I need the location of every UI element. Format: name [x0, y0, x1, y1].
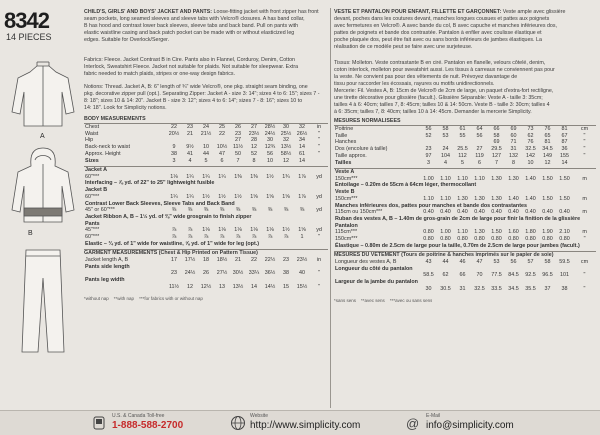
table-row: Jacket length A, B 17 17½ 18 18½ 21 22 22½ 23 23½ in — [85, 257, 322, 263]
toll-free-label: U.S. & Canada Toll-free — [112, 413, 165, 419]
table-row: 150cm*** 1.00 1.10 1.10 1.10 1.30 1.30 1.40 1.50 1.50 m — [335, 175, 587, 182]
sketch-label-a: A — [40, 133, 45, 140]
table-row: 30 30.5 31 32.5 33.5 34.5 35.5 37 38 " — [425, 285, 586, 292]
table-row: Approx. Height 38 41 44 47 50 52 56 58½ 61 " — [85, 150, 320, 157]
fr-notions: Mercerie: Fil. Vestes A, B: 15cm de Velcro® de 2cm de large, un paquet d'extra-fort rectiligne, une tirette décorative pour glissière (facult.). Glissière Séparable: Veste A - taille 3: 35cm; tailles 4 à 6: 40cm; tailles 7, 8: 45cm; tailles 10 & 14: 50cm. Veste B - taille 3: 30cm; tailles 4 à 6: 35cm; tailles 7, 8: 40cm; tailles 10 à 14: 45cm. Demander la mercerie Simplicity. — [334, 88, 554, 115]
table-row: Longueur des vestes A, B 43 44 46 47 53 56 57 58 59.5 cm — [335, 259, 589, 265]
table-row: Ruban des vestes A, B – 1.40m de gros-grain de 2cm de large pour finir la finition de la glissière — [335, 215, 581, 222]
table-row: Veste B — [335, 189, 355, 196]
table-row: 23 24½ 26 27½ 30½ 33¼ 36½ 38 40 " — [171, 270, 320, 277]
website-link[interactable]: http://www.simplicity.com — [250, 420, 361, 431]
en-footnotes: *without nap **with nap ***for fabrics with or without nap — [84, 296, 203, 301]
fr-yardage-table — [334, 169, 596, 249]
table-row: Élastique – 0.80m de 2.5cm de large pour la taille, 0.70m de 2.5cm de large pour jambes (facult.) — [335, 242, 580, 249]
fr-body-measurements-title: MESURES NORMALISÉES — [334, 118, 401, 124]
table-row: Back-neck to waist 9 9½ 10 10½ 11½ 12 12¾ 13½ 14 " — [85, 144, 320, 151]
fr-body-measurements-table — [334, 126, 596, 166]
fr-fabrics: Tissus: Molleton. Veste contrastante B en ciré. Pantalon en flanelle, velours côtelé, denim, coton interlock, molleton pour sweatshirt aussi. Les tissus à carreaux ne conviennent pas pour la veste. Ne convient pas pour des vêtements de nuit. Prévoyez davantage de tissu pour raccorder les écossais, rayures ou motifs unidirectionnels. — [334, 60, 555, 87]
table-row: Jacket Ribbon A, B – 1½ yd. of ⅜" wide grosgrain to finish zipper — [85, 213, 252, 220]
fr-garment-title: MESURES DU VÊTEMENT (Tours de poitrine & hanches imprimés sur le papier de soie) — [334, 252, 554, 258]
table-row: 60"*** ⅞ ⅞ ⅞ ⅞ ⅞ ⅞ ⅞ ⅞ 1 " — [85, 234, 320, 241]
pants-sketch — [22, 250, 64, 352]
table-row: Waist 20½ 21 21½ 22 23 23½ 24½ 25½ 26½ " — [85, 130, 320, 137]
email-link[interactable]: info@simplicity.com — [426, 420, 514, 431]
table-row: Jacket A — [85, 167, 107, 173]
fr-title: VESTE ET PANTALON POUR ENFANT, FILLETTE ET GARÇONNET: — [334, 9, 502, 15]
garment-sketches — [4, 60, 82, 390]
table-row: Interfacing – ⅞ yd. of 22" to 25" lightweight fusible — [85, 180, 215, 187]
en-description: CHILD'S, GIRLS' AND BOYS' JACKET AND PANTS: Loose-fitting jacket with front zipper has front seam pockets, long seamed sleeves and sleeve tabs with Velcro® closures. A has band collar, B has hood and contrast lower back sleeves, sleeve tabs and back band. Pull on pants with elastic waistline casing and back patch pocket can be made with or without elasticized leg edges. Suitable for Overlock/Serger. — [84, 9, 319, 43]
piece-count: 14 PIECES — [6, 32, 52, 42]
table-row: Chest 22 23 24 25 26 27 28½ 30 32 in — [85, 124, 322, 130]
table-row: Hip 27 28 30 32 34 " — [85, 137, 320, 144]
table-row: 45" or 60"*** ⅜ ⅜ ⅜ ⅜ ⅜ ⅜ ⅜ ⅜ ⅜ yd — [85, 207, 322, 214]
table-row: Pants leg width — [85, 277, 125, 284]
jacket-b-sketch — [12, 148, 74, 222]
table-row: Taille 52 53 55 56 58 60 62 65 67 " — [335, 132, 586, 139]
en-yardage-table — [84, 167, 328, 247]
table-row: Taille approx. 97 104 112 119 127 132 142 149 155 " — [335, 152, 586, 159]
table-row: 150cm*** 1.10 1.10 1.30 1.30 1.30 1.40 1.40 1.50 1.50 m — [335, 195, 587, 202]
table-row: 45"*** ⅞ ⅞ 1⅛ 1⅛ 1⅛ 1⅛ 1⅛ 1½ 1⅝ yd — [85, 227, 322, 234]
table-row: Elastic – ¾ yd. of 1" wide for waistline, ⅝ yd. of 1" wide for leg (opt.) — [85, 240, 260, 247]
table-row: Longueur du côté du pantalon — [335, 265, 413, 272]
sketch-label-b: B — [28, 230, 33, 237]
table-row: 11½ 12 12½ 13 13½ 14 14½ 15 15½ " — [168, 283, 320, 290]
en-fabrics: Fabrics: Fleece. Jacket Contrast B in Cire. Pants also in Flannel, Corduroy, Denim, Cotton Interlock, Sweatshirt Fleece. Jacket not suitable for plaids. Not suitable for sleepwear. Extra fabric needed to match plaids, stripes or one-way design fabrics. — [84, 57, 299, 77]
table-row: Contrast Lower Back Sleeves, Sleeve Tabs and Back Band — [85, 200, 235, 207]
table-row: 115cm*** 0.80 1.00 1.10 1.30 1.50 1.60 1.80 1.90 2.10 m — [335, 229, 587, 236]
table-row: Dos (encolure à taille) 23 24 25.5 27 29.5 31 32.5 34.5 36 " — [335, 146, 586, 153]
table-row: Manches inférieures dos, pattes pour manches et bande dos contrastantes — [335, 202, 528, 209]
website-label: Website — [250, 413, 268, 419]
phone-number: 1-888-588-2700 — [112, 420, 184, 431]
fr-footnotes: *sans sens **avec sens ***avec ou sans sens — [334, 298, 433, 303]
en-garment-table — [84, 257, 328, 291]
en-body-measurements-title: BODY MEASUREMENTS — [84, 116, 146, 122]
table-row: Poitrine 56 58 61 64 66 69 73 76 81 cm — [335, 126, 589, 132]
table-row: Tailles 3 4 5 6 7 8 10 12 14 — [335, 159, 568, 166]
en-garment-title: GARMENT MEASUREMENTS (Chest & Hip Printed on Pattern Tissue) — [84, 250, 258, 256]
table-row: 60"*** 1¼ 1¼ 1½ 1½ 1½ 1⅝ 1⅝ 1⅝ 1⅞ yd — [85, 193, 322, 200]
email-icon — [405, 416, 421, 430]
table-row: 150cm*** 0.80 0.80 0.80 0.80 0.80 0.80 0.80 0.80 0.80 " — [335, 236, 586, 243]
column-divider — [330, 8, 331, 408]
table-row: Jacket B — [85, 187, 108, 194]
email-label: E-Mail — [426, 413, 441, 419]
table-row: Pants — [85, 220, 100, 227]
fr-garment-table — [334, 259, 596, 293]
globe-icon — [230, 415, 246, 431]
en-title: CHILD'S, GIRLS' AND BOYS' JACKET AND PANTS: — [84, 9, 213, 15]
table-row: Largeur de la jambe du pantalon — [335, 279, 418, 286]
table-row: Pants side length — [85, 263, 130, 270]
fr-description: VESTE ET PANTALON POUR ENFANT, FILLETTE ET GARÇONNET: Veste ample avec glissière devant, poches dans les coutures devant, manches longues cousues et pattes aux poignets avec fermetures en Velcro®. A avec bande du col, B avec capuche et manches inférieures dos, pattes de poignets et bande dos contrastée. Pantalon à enfiler avec coulisse élastique et poche plaquée dos, peut être fait avec ou sans bords inférieurs de jambes élastiques. La réalisation de ce modèle peut se faire avec une surjeteuse. — [334, 9, 566, 50]
table-row: Sizes 3 4 5 6 7 8 10 12 14 — [85, 157, 305, 164]
svg-text:@: @ — [406, 416, 420, 430]
phone-icon — [92, 416, 106, 430]
en-body-measurements-table — [84, 124, 328, 164]
table-row: Hanches 69 71 76 81 87 " — [335, 139, 586, 146]
table-row: 60"*** 1⅛ 1¼ 1¼ 1¼ 1⅜ 1⅜ 1½ 1¾ 1⅞ yd — [85, 173, 322, 180]
table-row: Veste A — [335, 169, 355, 175]
table-row: 58.5 62 66 70 77.5 84.5 92.5 96.5 101 " — [423, 272, 586, 279]
table-row: Pantalon — [335, 222, 358, 229]
en-notions: Notions: Thread. Jacket A, B: 6" length of ¾" wide Velcro®, one pkg. straight seam binding, one pkg. decorative zipper pull (opt.). Separating Zipper: Jacket A - size 3: 14"; sizes 4 to 6: 15"; sizes 7 - 8: 18"; sizes 10 & 14: 20". Jacket B - size 3: 12"; sizes 4 to 6: 14"; sizes 7 - 8: 16"; sizes 10 to 14: 18". Look for Simplicity notions. — [84, 84, 320, 111]
footer — [0, 410, 600, 435]
table-row: Entoilage – 0.20m de 55cm à 64cm léger, thermocollant — [335, 182, 477, 189]
pattern-number: 8342 — [4, 8, 49, 33]
jacket-a-sketch — [12, 62, 74, 126]
table-row: 115cm ou 150cm*** 0.40 0.40 0.40 0.40 0.40 0.40 0.40 0.40 0.40 m — [335, 209, 587, 216]
